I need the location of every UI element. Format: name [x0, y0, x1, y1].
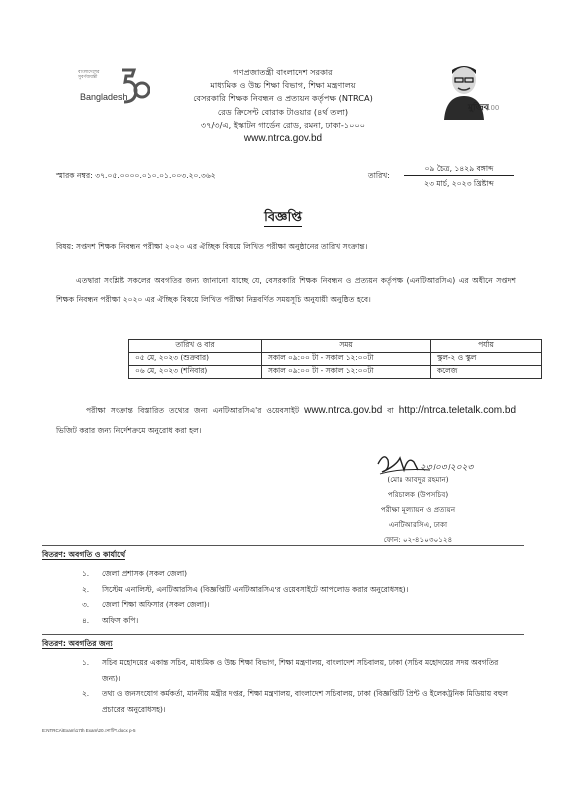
date-divider: [404, 175, 514, 176]
distribution-info-list: [82, 655, 512, 717]
ntrca-website-link[interactable]: www.ntrca.gov.bd: [304, 405, 383, 416]
list-item-number: ২.: [82, 584, 90, 594]
table-header-row: [129, 340, 542, 353]
logo-small-text: বাংলাদেশের সুবর্ণজয়ন্তী: [78, 70, 100, 80]
list-item-text: তথ্য ও জনসংযোগ কর্মকর্তা, মাননীয় মন্ত্রীর দপ্তর, শিক্ষা মন্ত্রণালয়, বাংলাদেশ সচিবালয়, ঢাকা (বিজ্ঞপ্তিটি প্রিন্ট ও ইলেকট্রনিক মিডিয়ায় বহুল প্রচারের অনুরোধসহ)।: [102, 689, 508, 714]
info-text-3: ভিজিট করার জন্য নির্দেশক্রমে অনুরোধ করা হল।: [56, 426, 202, 435]
info-text-2: বা: [387, 406, 394, 415]
section-divider: [42, 634, 524, 635]
signatory-office: এনটিআরসিএ, ঢাকা: [388, 520, 448, 529]
table-cell-level: কলেজ: [431, 366, 542, 379]
list-item-number: ৩.: [82, 600, 90, 609]
svg-text:২৩।০৩।২০২৩: ২৩।০৩।২০২৩: [420, 463, 474, 473]
exam-schedule-table: [128, 339, 542, 379]
signatory-designation: পরিচালক (উপসচিব): [387, 490, 449, 499]
table-cell-date: ০৬ মে, ২০২৩ (শনিবার): [129, 366, 262, 379]
info-text-1: পরীক্ষা সংক্রান্ত বিস্তারিত তথ্যের জন্য এনটিআরসিএ'র ওয়েবসাইট: [86, 406, 300, 415]
notice-title: [0, 208, 566, 229]
list-item-number: ১.: [82, 658, 90, 667]
teletalk-website-link[interactable]: http://ntrca.teletalk.com.bd: [398, 405, 516, 416]
list-item: [82, 613, 512, 629]
list-item-number: ৪.: [82, 615, 90, 625]
list-item: [82, 686, 512, 717]
header-line-building: রেড ক্রিসেন্ট বোরাক টাওয়ার (৪র্থ তলা): [217, 106, 349, 117]
table-header-time: সময়: [262, 340, 431, 353]
body-paragraph: এতদ্বারা সংশ্লিষ্ট সকলের অবগতির জন্য জানানো যাচ্ছে যে, বেসরকারি শিক্ষক নিবন্ধন ও প্রত্যয়ন কর্তৃপক্ষ (এনটিআরসিএ) এর অধীনে সপ্তদশ শিক্ষক নিবন্ধন পরীক্ষা ২০২০ এর ঐচ্ছিক বিষয়ে লিখিত পরীক্ষা নিম্নবর্ণিত সময়সূচি অনুযায়ী অনুষ্ঠিত হবে।: [56, 276, 516, 304]
table-cell-date: ০৫ মে, ২০২৩ (শুক্রবার): [129, 353, 262, 366]
list-item-text: জেলা শিক্ষা অফিসার (সকল জেলা)।: [102, 600, 210, 609]
list-item-text: অফিস কপি।: [102, 615, 139, 625]
table-cell-level: স্কুল-২ ও স্কুল: [431, 353, 542, 366]
header-website: www.ntrca.gov.bd: [243, 133, 323, 145]
table-cell-time: সকাল ০৯:০০ টা - সকাল ১২:০০টা: [262, 353, 431, 366]
memo-label: স্মারক নম্বর:: [56, 171, 93, 180]
signatory-department: পরীক্ষা মূল্যায়ন ও প্রত্যয়ন: [380, 505, 456, 514]
notice-title-text: বিজ্ঞপ্তি: [264, 210, 302, 225]
list-item-text: সচিব মহোদয়ের একান্ত সচিব, মাধ্যমিক ও উচ্চ শিক্ষা বিভাগ, শিক্ষা মন্ত্রণালয়, বাংলাদেশ সচিবালয়, ঢাকা (সচিব মহোদয়ের সদয় অবগতির জন্য)।: [102, 658, 499, 683]
subject-line: বিষয়: সপ্তদশ শিক্ষক নিবন্ধন পরীক্ষা ২০২০ এর ঐচ্ছিক বিষয়ে লিখিত পরীক্ষা অনুষ্ঠানের তারিখ সংক্রান্ত।: [56, 242, 368, 251]
list-item-text: সিস্টেম এনালিস্ট, এনটিআরসিএ (বিজ্ঞপ্তিটি এনটিআরসিএ'র ওয়েবসাইটে আপলোড করার অনুরোধসহ)।: [102, 584, 409, 594]
header-line-division: মাধ্যমিক ও উচ্চ শিক্ষা বিভাগ, শিক্ষা মন্ত্রণালয়: [210, 80, 356, 91]
date-bangla: ০৯ চৈত্র, ১৪২৯ বঙ্গাব্দ: [424, 164, 494, 173]
mujib-portrait-logo: [438, 60, 500, 122]
signatory-phone: ফোন: ০২-৪১০৩০১২৪: [383, 535, 453, 544]
list-item: [82, 566, 512, 582]
list-item: [82, 582, 512, 598]
table-row: [129, 366, 542, 379]
distribution-info-title: বিতরণ: অবগতির জন্য: [42, 639, 113, 648]
logo-bangladesh-text: Bangladesh: [80, 92, 128, 102]
table-cell-time: সকাল ০৯:০০ টা - সকাল ১২:০০টা: [262, 366, 431, 379]
date-english: ২৩ মার্চ, ২০২৩ খ্রিষ্টাব্দ: [424, 179, 494, 188]
distribution-action-title: বিতরণ: অবগতি ও কার্যার্থে: [42, 550, 126, 559]
table-header-level: পর্যায়: [431, 340, 542, 353]
memo-number: [56, 170, 216, 183]
list-item-number: ২.: [82, 689, 90, 698]
header-line-address: ৩৭/৩/এ, ইস্কাটন গার্ডেন রোড, রমনা, ঢাকা-১০০০: [200, 119, 366, 130]
bangladesh-50-logo: [78, 62, 150, 124]
distribution-action-list: [82, 566, 512, 628]
table-header-date: তারিখ ও বার: [129, 340, 262, 353]
mujib-caption: মুজিব: [468, 103, 489, 113]
list-item-number: ১.: [82, 569, 90, 578]
fifty-emblem-icon: [118, 66, 150, 108]
letterhead: [150, 66, 416, 145]
website-info-paragraph: [56, 401, 516, 441]
list-item: [82, 597, 512, 613]
header-line-authority: বেসরকারি শিক্ষক নিবন্ধন ও প্রত্যয়ন কর্তৃপক্ষ (NTRCA): [193, 93, 373, 104]
mujib-number: 100: [486, 104, 500, 112]
memo-value: ৩৭.০৫.০০০০.০১০.০১.০০৩.২০.৩৬২: [95, 171, 216, 180]
signatory-block: [358, 472, 478, 547]
section-divider: [42, 545, 524, 546]
signatory-name: (মোঃ আবদুর রহমান): [387, 475, 449, 484]
list-item: [82, 655, 512, 686]
file-path-footer: E:NTRCA\Exam\17th Exam\20.নোটিশ.docx p-5: [42, 728, 136, 733]
header-line-government: গণপ্রজাতন্ত্রী বাংলাদেশ সরকার: [233, 67, 333, 77]
date-label: তারিখ:: [368, 171, 390, 180]
table-row: [129, 353, 542, 366]
list-item-text: জেলা প্রশাসক (সকল জেলা): [102, 569, 187, 578]
